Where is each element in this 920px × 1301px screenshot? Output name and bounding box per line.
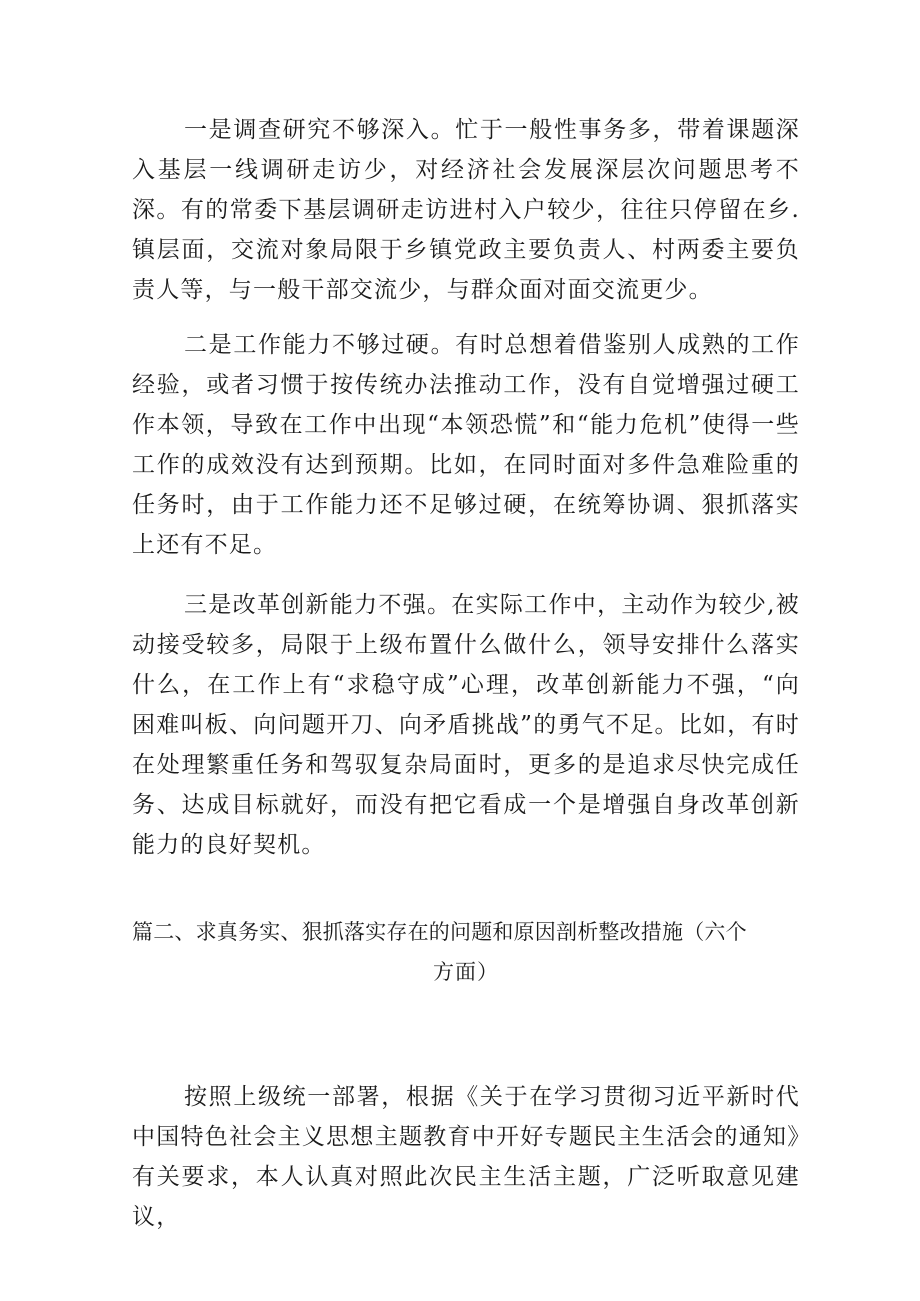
paragraph-ability: 二是工作能力不够过硬。有时总想着借鉴别人成熟的工作经验，或者习惯于按传统办法推动工作，没有自觉增强过硬工作本领，导致在工作中出现“本领恐慌”和“能力危机”使得一些工作的成效没有达到预期。比如，在同时面对多件急难险重的任务时，由于工作能力还不足够过硬，在统筹协调、狠抓落实上还有不足。 [132, 332, 800, 558]
paragraph-research: 一是调查研究不够深入。忙于一般性事务多，带着课题深入基层一线调研走访少，对经济社会发展深层次问题思考不深。有的常委下基层调研走访进村入户较少，往往只停留在乡.镇层面，交流对象局限于乡镇党政主要负责人、村两委主要负责人等，与一般干部交流少，与群众面对面交流更少。 [132, 117, 800, 303]
paragraph-innovation: 三是改革创新能力不强。在实际工作中，主动作为较少,被动接受较多，局限于上级布置什么做什么，领导安排什么落实什么，在工作上有“求稳守成”心理，改革创新能力不强，“向困难叫板、向问题开刀、向矛盾挑战”的勇气不足。比如，有时在处理繁重任务和驾驭复杂局面时，更多的是追求尽快完成任务、达成目标就好，而没有把它看成一个是增强自身改革创新能力的良好契机。 [132, 592, 800, 858]
section-heading-line1: 篇二、求真务实、狠抓落实存在的问题和原因剖析整改措施（六个 [132, 920, 747, 944]
section-heading-line2: 方面） [433, 960, 499, 984]
paragraph-intro: 按照上级统一部署，根据《关于在学习贯彻习近平新时代中国特色社会主义思想主题教育中开好专题民主生活会的通知》有关要求，本人认真对照此次民主生活主题，广泛听取意见建议， [132, 1084, 800, 1230]
